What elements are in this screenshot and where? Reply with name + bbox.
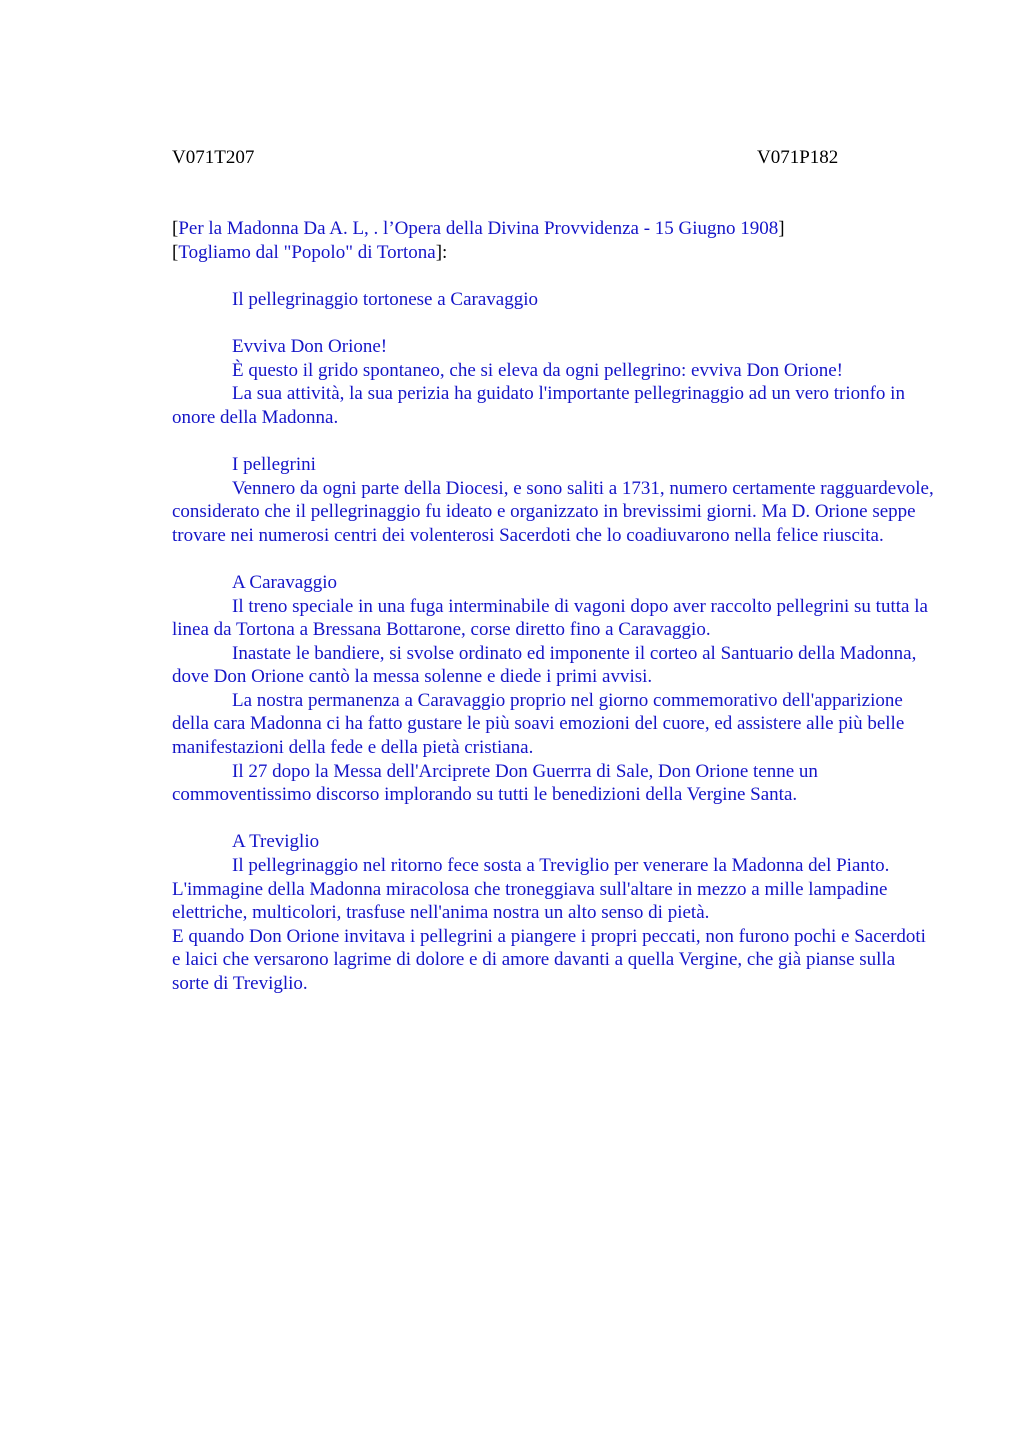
paragraph: Il pellegrinaggio nel ritorno fece sosta a Treviglio per venerare la Madonna del Pianto. L'immagine della Madonna miracolosa che troneggiava sull'altare in mezzo a mille lampadine elettriche, multicolori, trasfuse nell'anima nostra un alto senso di pietà. xyxy=(172,855,890,924)
paragraph: E quando Don Orione invitava i pellegrini a piangere i propri peccati, non furono pochi e Sacerdoti e laici che versarono lagrime di dolore e di amore davanti a quella Vergine, che già pianse sulla sorte di Treviglio. xyxy=(172,925,926,994)
paragraph: La nostra permanenza a Caravaggio proprio nel giorno commemorativo dell'apparizione della cara Madonna ci ha fatto gustare le più soavi emozioni del cuore, ed assistere alle più belle manifestazioni della fede e della pietà cristiana. xyxy=(172,689,905,759)
paragraph: È questo il grido spontaneo, che si eleva da ogni pellegrino: evviva Don Orione! xyxy=(232,359,844,381)
paragraph: Il treno speciale in una fuga interminabile di vagoni dopo aver raccolto pellegrini su tutta la linea da Tortona a Bressana Bottarone, corse diretto fino a Caravaggio. xyxy=(172,595,928,641)
close-bracket: ] xyxy=(778,218,785,239)
title-line-2 xyxy=(172,241,934,265)
document-code-left: V071T207 xyxy=(172,147,255,168)
paragraph: Inastate le bandiere, si svolse ordinato ed imponente il corteo al Santuario della Madonna, dove Don Orione cantò la messa solenne e diede i primi avvisi. xyxy=(172,642,917,688)
article-headline: Il pellegrinaggio tortonese a Caravaggio xyxy=(232,288,539,310)
source-text: Togliamo dal "Popolo" di Tortona xyxy=(178,241,436,263)
page-code-right: V071P182 xyxy=(757,147,839,168)
title-text: Per la Madonna Da A. L, . l’Opera della Divina Provvidenza - 15 Giugno 1908 xyxy=(178,218,779,239)
close-bracket-colon: ]: xyxy=(435,241,448,263)
open-bracket: [ xyxy=(172,241,179,263)
title-line-1 xyxy=(172,217,934,241)
section-heading: Evviva Don Orione! xyxy=(232,335,388,357)
open-bracket: [ xyxy=(172,218,179,239)
paragraph: Vennero da ogni parte della Diocesi, e sono saliti a 1731, numero certamente ragguardevole, considerato che il pellegrinaggio fu ideato e organizzato in brevissimi giorni. Ma D. Orione seppe trovare nei numerosi centri dei volenterosi Sacerdoti che lo coadiuvarono nella felice riuscita. xyxy=(172,477,934,546)
document-body xyxy=(172,217,934,996)
paragraph: La sua attività, la sua perizia ha guidato l'importante pellegrinaggio ad un vero trionfo in onore della Madonna. xyxy=(172,383,905,428)
section-heading: A Caravaggio xyxy=(232,571,338,593)
section-heading: A Treviglio xyxy=(232,831,320,853)
section-heading: I pellegrini xyxy=(232,453,316,475)
paragraph: Il 27 dopo la Messa dell'Arciprete Don Guerrra di Sale, Don Orione tenne un commoventissimo discorso implorando su tutti le benedizioni della Vergine Santa. xyxy=(172,760,818,806)
